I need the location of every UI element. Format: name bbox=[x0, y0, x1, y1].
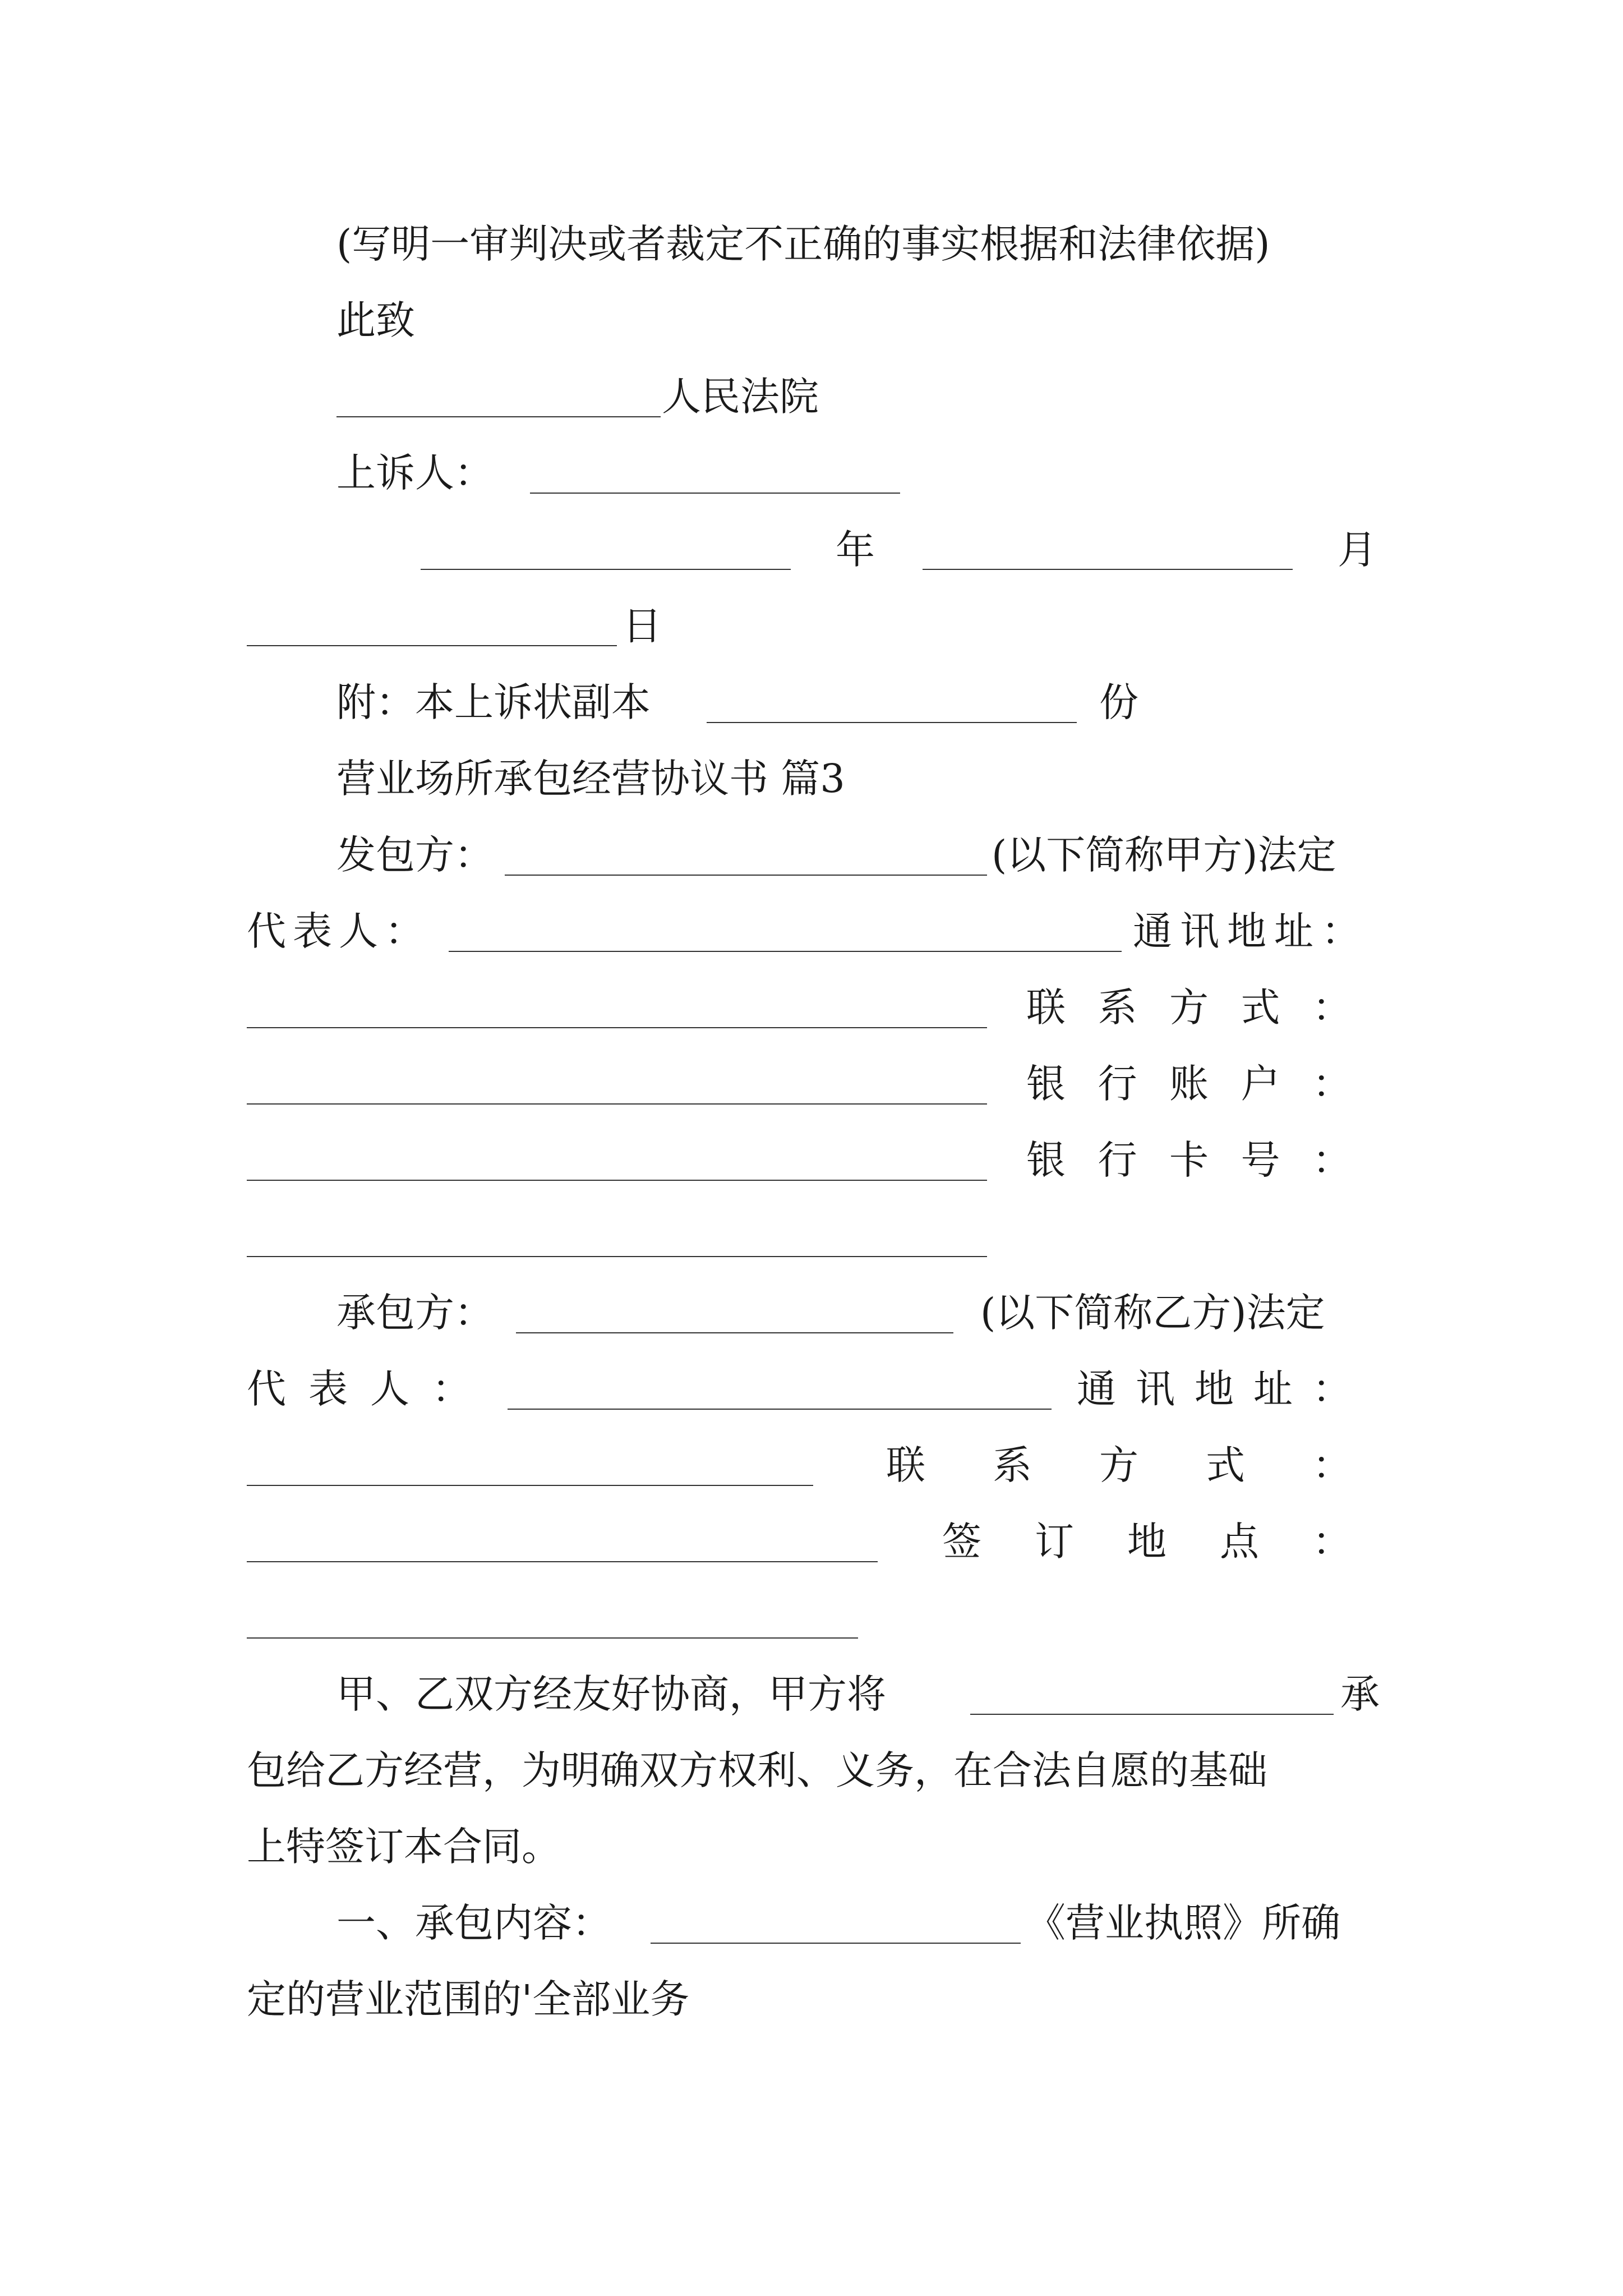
party-a-rep-label: 代表人： bbox=[247, 908, 431, 954]
party-b-label: 承包方： bbox=[336, 1290, 494, 1336]
party-a-address-blank[interactable] bbox=[247, 1027, 987, 1028]
clause-1-blank[interactable] bbox=[651, 1943, 1021, 1944]
party-a-label: 发包方： bbox=[336, 832, 494, 878]
contract-object-blank[interactable] bbox=[970, 1714, 1334, 1715]
month-label: 月 bbox=[1338, 527, 1377, 573]
intro-start: 甲、乙双方经友好协商，甲方将 bbox=[336, 1671, 886, 1717]
party-b-address-blank[interactable] bbox=[247, 1485, 813, 1486]
party-b-contact-blank[interactable] bbox=[247, 1561, 878, 1562]
clause-1-line-2: 定的营业范围的'全部业务 bbox=[247, 1976, 690, 2022]
party-b-contact-label: 联 系 方 式 ： bbox=[886, 1442, 1352, 1488]
attachment-prefix: 附：本上诉状副本 bbox=[336, 679, 651, 725]
party-b-sign-place-blank[interactable] bbox=[247, 1637, 858, 1639]
clause-1-prefix: 一、承包内容： bbox=[336, 1900, 611, 1946]
party-a-contact-blank[interactable] bbox=[247, 1103, 987, 1105]
party-b-sign-place-label: 签 订 地 点 ： bbox=[942, 1519, 1352, 1565]
party-a-alias: (以下简称甲方)法定 bbox=[992, 832, 1336, 878]
intro-line-2: 包给乙方经营，为明确双方权利、义务，在合法自愿的基础 bbox=[247, 1747, 1267, 1793]
agreement-title: 营业场所承包经营协议书 篇3 bbox=[336, 756, 845, 802]
court-name-blank[interactable] bbox=[336, 416, 661, 417]
appeal-note: (写明一审判决或者裁定不正确的事实根据和法律依据) bbox=[336, 221, 1270, 267]
copies-blank[interactable] bbox=[707, 722, 1077, 723]
party-b-rep-blank[interactable] bbox=[508, 1409, 1052, 1410]
intro-line-3: 上特签订本合同。 bbox=[247, 1824, 561, 1870]
intro-end: 承 bbox=[1340, 1671, 1380, 1717]
party-a-rep-blank[interactable] bbox=[449, 951, 1122, 952]
month-blank[interactable] bbox=[923, 569, 1293, 570]
year-label: 年 bbox=[836, 527, 875, 573]
party-b-alias: (以下简称乙方)法定 bbox=[980, 1290, 1325, 1336]
party-a-contact-label: 联 系 方 式 ： bbox=[1026, 984, 1352, 1030]
appellant-label: 上诉人： bbox=[336, 450, 494, 496]
day-label: 日 bbox=[623, 603, 662, 649]
party-b-address-label: 通 讯 地 址 ： bbox=[1077, 1366, 1352, 1412]
court-suffix: 人民法院 bbox=[662, 374, 819, 420]
party-a-bank-account-label: 银 行 账 户 ： bbox=[1026, 1061, 1352, 1107]
day-blank[interactable] bbox=[247, 645, 617, 646]
party-a-bank-account-blank[interactable] bbox=[247, 1180, 987, 1181]
year-blank[interactable] bbox=[421, 569, 791, 570]
salutation: 此致 bbox=[336, 297, 415, 343]
party-a-bank-card-label: 银 行 卡 号 ： bbox=[1026, 1137, 1352, 1183]
clause-1-suffix: 《营业执照》所确 bbox=[1026, 1900, 1340, 1946]
appellant-blank[interactable] bbox=[530, 493, 900, 494]
party-b-rep-label: 代 表 人 ： bbox=[247, 1366, 471, 1412]
party-a-name-blank[interactable] bbox=[505, 875, 987, 876]
party-a-address-label: 通讯地址： bbox=[1133, 908, 1368, 954]
party-b-name-blank[interactable] bbox=[516, 1332, 953, 1333]
party-a-bank-card-blank[interactable] bbox=[247, 1256, 987, 1257]
attachment-suffix: 份 bbox=[1099, 679, 1138, 725]
